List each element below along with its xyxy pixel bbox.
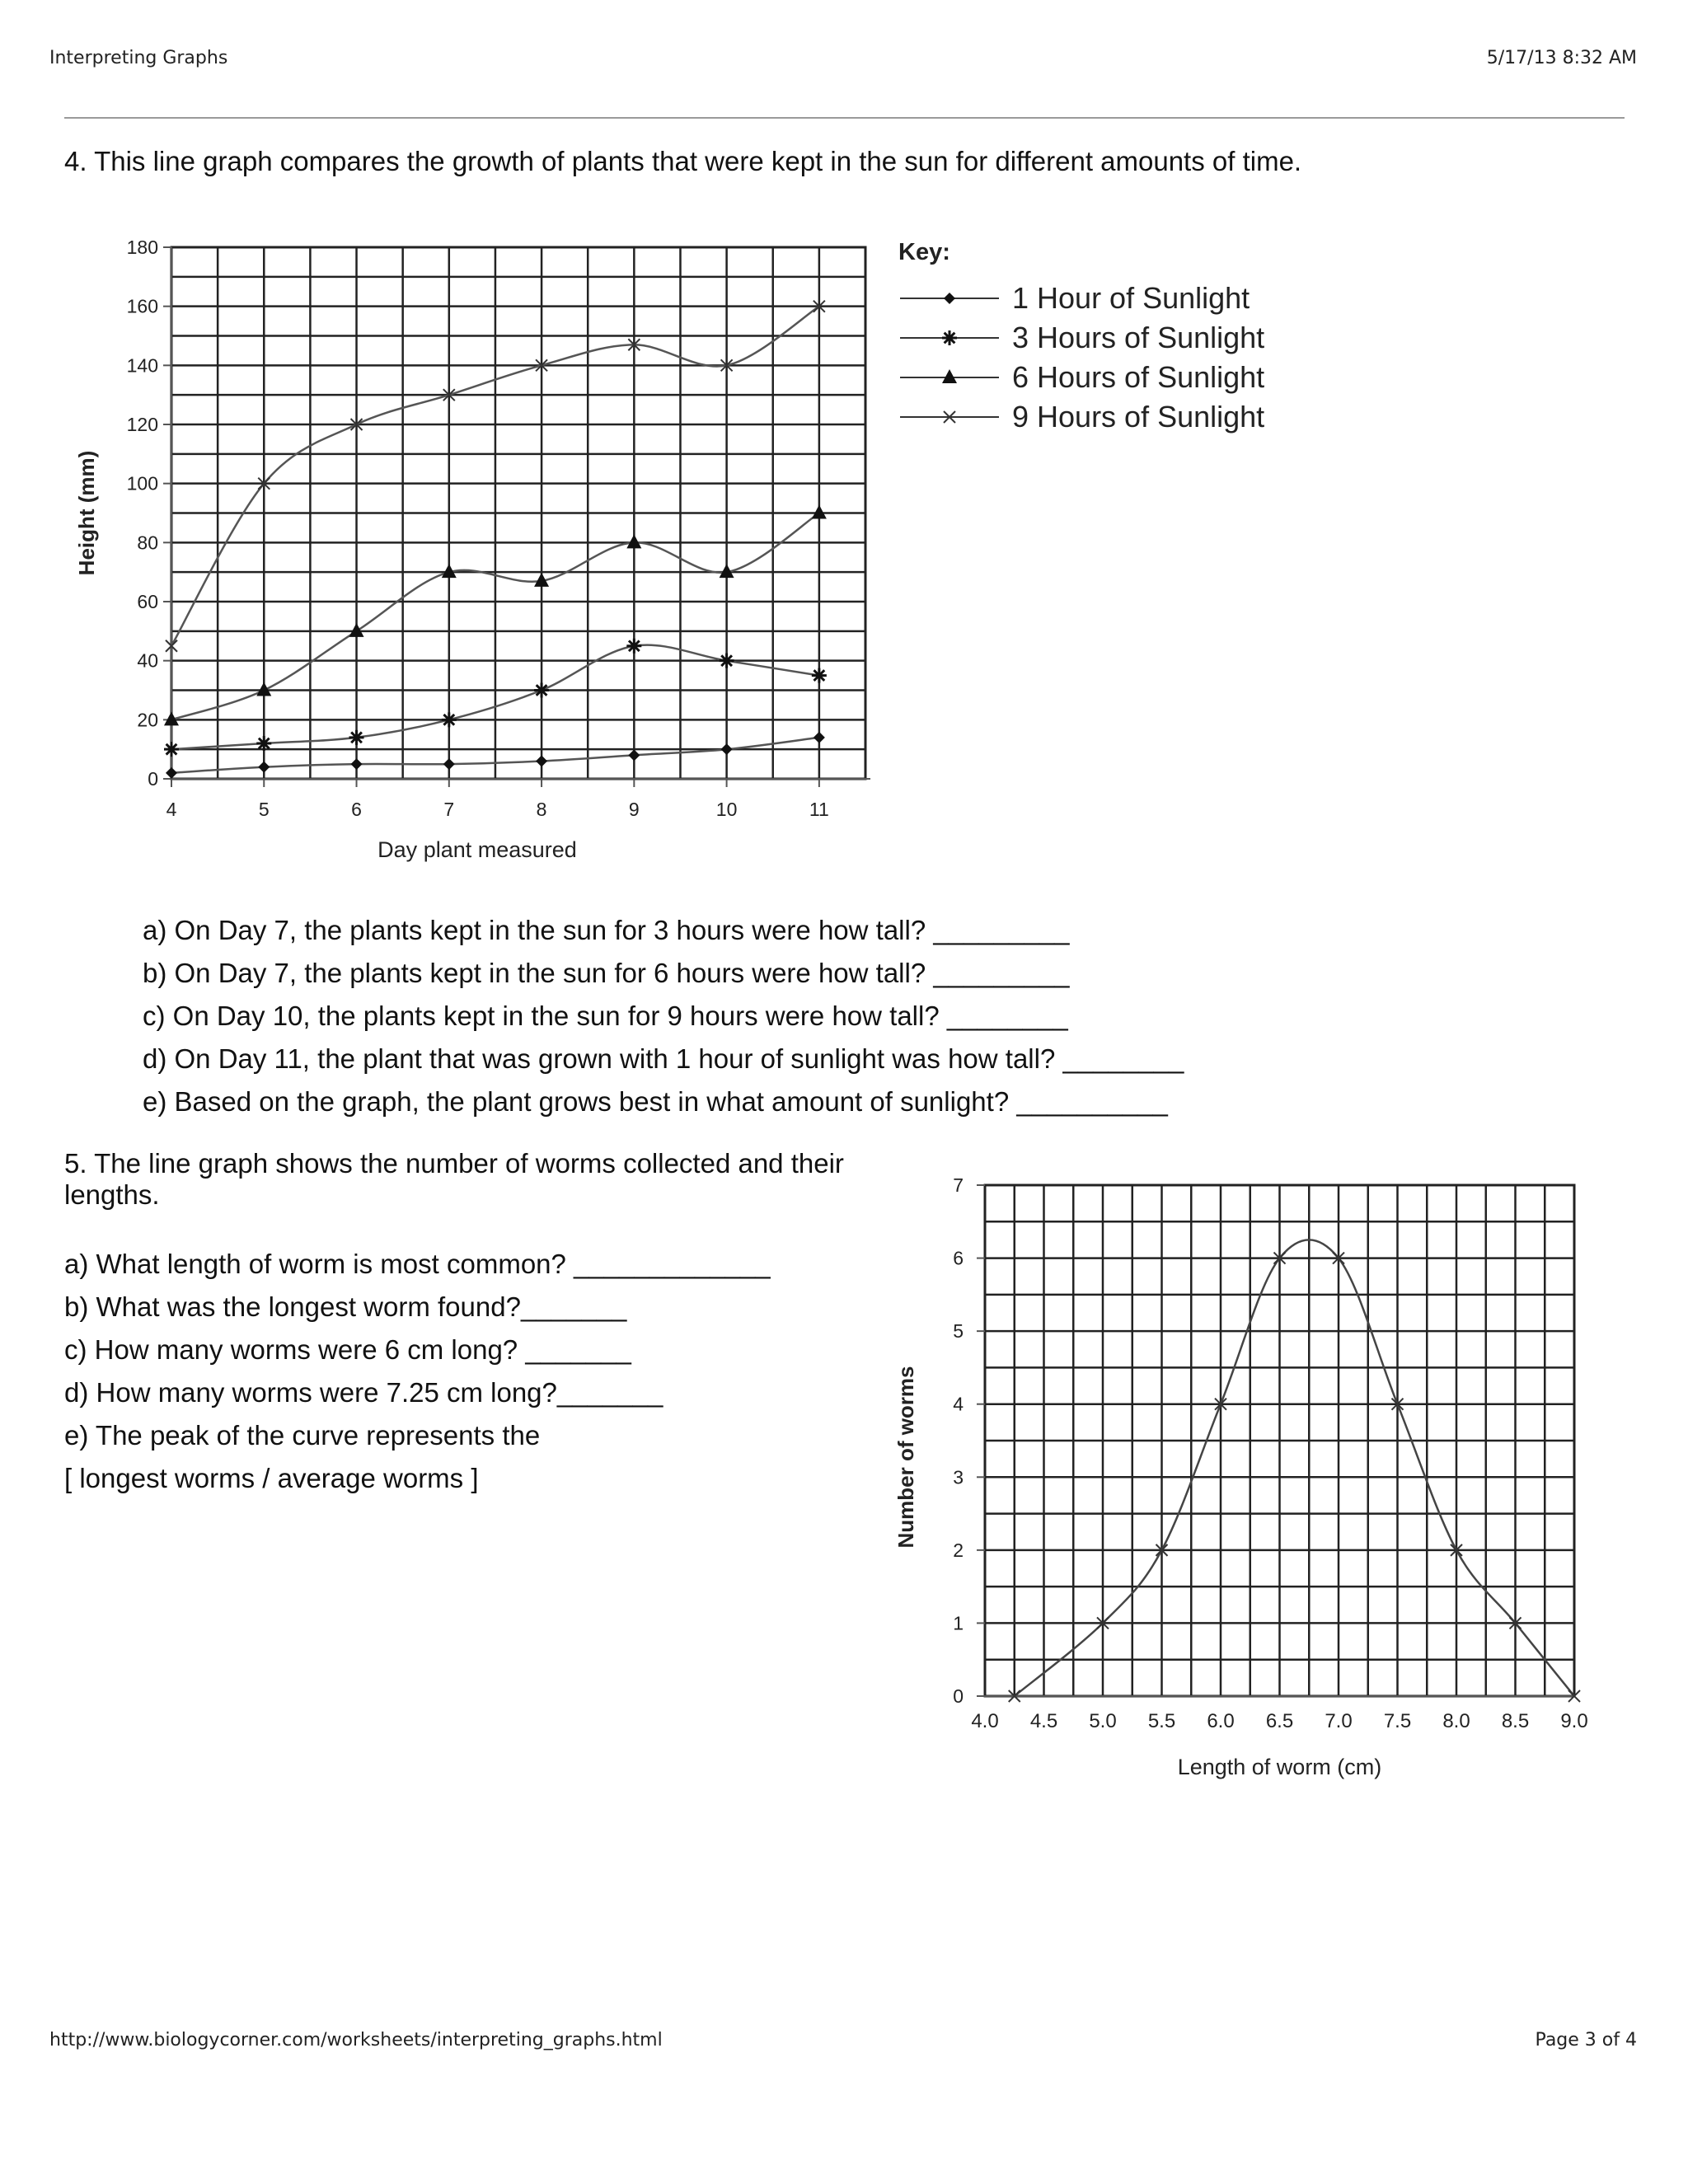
- q5-prompt: [64, 1148, 844, 1211]
- chart2-x-tick-label: 8.5: [1501, 1710, 1530, 1732]
- q4-item-e: e) Based on the graph, the plant grows best in what amount of sunlight? __________: [143, 1086, 1168, 1117]
- footer-url: http://www.biologycorner.com/worksheets/interpreting_graphs.html: [49, 2030, 663, 2050]
- q5-prompt-line-1: 5. The line graph shows the number of worms collected and their: [64, 1148, 844, 1179]
- header-datetime: 5/17/13 8:32 AM: [1486, 48, 1637, 68]
- chart1-data-point: [628, 749, 640, 761]
- q4-prompt: 4. This line graph compares the growth of plants that were kept in the sun for different amounts of time.: [64, 146, 1302, 176]
- q5-questions: [64, 1243, 771, 1500]
- chart2-y-tick-label: 5: [953, 1320, 964, 1343]
- chart2-y-tick-label: 7: [953, 1174, 964, 1196]
- chart1-y-tick-label: 160: [126, 295, 158, 317]
- chart1-legend-label: 3 Hours of Sunlight: [1012, 321, 1265, 354]
- chart1-legend-title: Key:: [898, 239, 950, 265]
- q4-item-d: d) On Day 11, the plant that was grown with 1 hour of sunlight was how tall? ________: [143, 1043, 1184, 1074]
- chart2-y-tick-label: 1: [953, 1612, 964, 1634]
- header-divider: [64, 117, 1625, 119]
- chart2-x-tick-label: 7.0: [1325, 1710, 1353, 1732]
- chart2-y-tick-label: 6: [953, 1247, 964, 1269]
- chart2-y-tick-label: 2: [953, 1539, 964, 1561]
- chart1-legend-marker: [942, 369, 957, 383]
- chart1-y-tick-label: 180: [126, 237, 158, 258]
- chart1-y-tick-label: 40: [137, 649, 158, 672]
- chart2-y-tick-label: 3: [953, 1466, 964, 1488]
- chart1-y-tick-label: 0: [148, 768, 158, 790]
- chart1-x-tick-label: 11: [809, 799, 829, 820]
- q5-prompt-line-2: lengths.: [64, 1179, 160, 1210]
- footer-page-number: Page 3 of 4: [1535, 2030, 1637, 2050]
- chart1-data-point: [814, 732, 825, 743]
- chart2-x-tick-label: 6.5: [1265, 1710, 1294, 1732]
- chart1-data-point: [164, 742, 179, 757]
- chart1-legend-marker: [944, 293, 955, 304]
- chart2-x-axis-label: Length of worm (cm): [1177, 1755, 1382, 1779]
- q5-item-a: a) What length of worm is most common? _____________: [64, 1249, 771, 1279]
- worm-length-chart: [882, 1154, 1624, 1805]
- chart1-data-point: [812, 505, 827, 519]
- chart1-data-point: [443, 758, 455, 770]
- chart1-data-point: [626, 639, 641, 654]
- chart2-x-tick-label: 4.5: [1029, 1710, 1058, 1732]
- q4-item-a: a) On Day 7, the plants kept in the sun for 3 hours were how tall? _________: [143, 915, 1070, 945]
- chart1-y-tick-label: 80: [137, 532, 158, 554]
- chart1-y-tick-label: 100: [126, 472, 158, 494]
- q5-item-e-options: [ longest worms / average worms ]: [64, 1463, 479, 1493]
- q5-item-c: c) How many worms were 6 cm long? _______: [64, 1334, 631, 1365]
- chart1-legend-marker: [942, 330, 957, 345]
- chart1-y-tick-label: 20: [137, 709, 158, 731]
- chart1-x-tick-label: 5: [258, 799, 270, 820]
- chart1-data-point: [351, 758, 363, 770]
- chart1-x-tick-label: 8: [536, 799, 547, 820]
- header-title: Interpreting Graphs: [49, 48, 228, 68]
- chart1-data-point: [256, 736, 271, 751]
- chart1-y-axis-label: Height (mm): [74, 450, 99, 576]
- chart1-data-point: [256, 682, 271, 696]
- chart1-data-point: [536, 756, 547, 767]
- chart1-legend-label: 1 Hour of Sunlight: [1012, 281, 1250, 315]
- chart1-data-point: [721, 743, 733, 755]
- chart2-x-tick-label: 9.0: [1560, 1710, 1588, 1732]
- q4-item-b: b) On Day 7, the plants kept in the sun for 6 hours were how tall? _________: [143, 958, 1070, 988]
- q4-questions: [143, 909, 1184, 1123]
- chart1-data-point: [534, 683, 549, 698]
- q5-item-e: e) The peak of the curve represents the: [64, 1420, 541, 1451]
- chart1-legend: [898, 239, 1264, 434]
- chart1-y-tick-label: 120: [126, 414, 158, 435]
- chart2-x-tick-label: 7.5: [1383, 1710, 1412, 1732]
- chart1-data-point: [166, 767, 177, 779]
- chart1-data-point: [812, 668, 827, 683]
- chart1-y-tick-label: 60: [137, 591, 158, 612]
- chart2-x-tick-label: 5.5: [1147, 1710, 1176, 1732]
- chart1-data-point: [349, 730, 364, 745]
- chart2-x-tick-label: 5.0: [1089, 1710, 1117, 1732]
- chart2-series: [1009, 1240, 1580, 1702]
- chart1-data-point: [349, 623, 364, 637]
- chart2-y-tick-label: 4: [953, 1393, 964, 1415]
- chart2-y-axis-label: Number of worms: [893, 1366, 918, 1549]
- chart1-x-tick-label: 4: [166, 799, 177, 820]
- chart2-grid: [985, 1185, 1574, 1696]
- plant-growth-chart: [66, 231, 1352, 890]
- q5-item-d: d) How many worms were 7.25 cm long?_______: [64, 1377, 663, 1408]
- chart1-y-tick-label: 140: [126, 354, 158, 377]
- q4-item-c: c) On Day 10, the plants kept in the sun for 9 hours were how tall? ________: [143, 1001, 1068, 1031]
- chart2-x-tick-label: 6.0: [1207, 1710, 1235, 1732]
- chart2-x-tick-label: 8.0: [1442, 1710, 1470, 1732]
- chart1-x-tick-label: 9: [628, 799, 640, 820]
- chart1-legend-label: 9 Hours of Sunlight: [1012, 400, 1265, 434]
- chart2-x-tick-label: 4.0: [971, 1710, 999, 1732]
- chart2-y-tick-label: 0: [953, 1685, 964, 1707]
- chart1-data-point: [258, 762, 270, 773]
- chart1-data-point: [442, 712, 457, 727]
- q5-item-b: b) What was the longest worm found?_______: [64, 1291, 627, 1322]
- chart1-x-tick-label: 7: [443, 799, 455, 820]
- chart1-x-tick-label: 10: [715, 799, 738, 820]
- chart1-data-point: [720, 654, 734, 668]
- chart1-data-point: [626, 534, 641, 548]
- chart1-x-axis-label: Day plant measured: [377, 837, 577, 862]
- chart1-legend-label: 6 Hours of Sunlight: [1012, 360, 1265, 394]
- chart1-x-tick-label: 6: [351, 799, 362, 820]
